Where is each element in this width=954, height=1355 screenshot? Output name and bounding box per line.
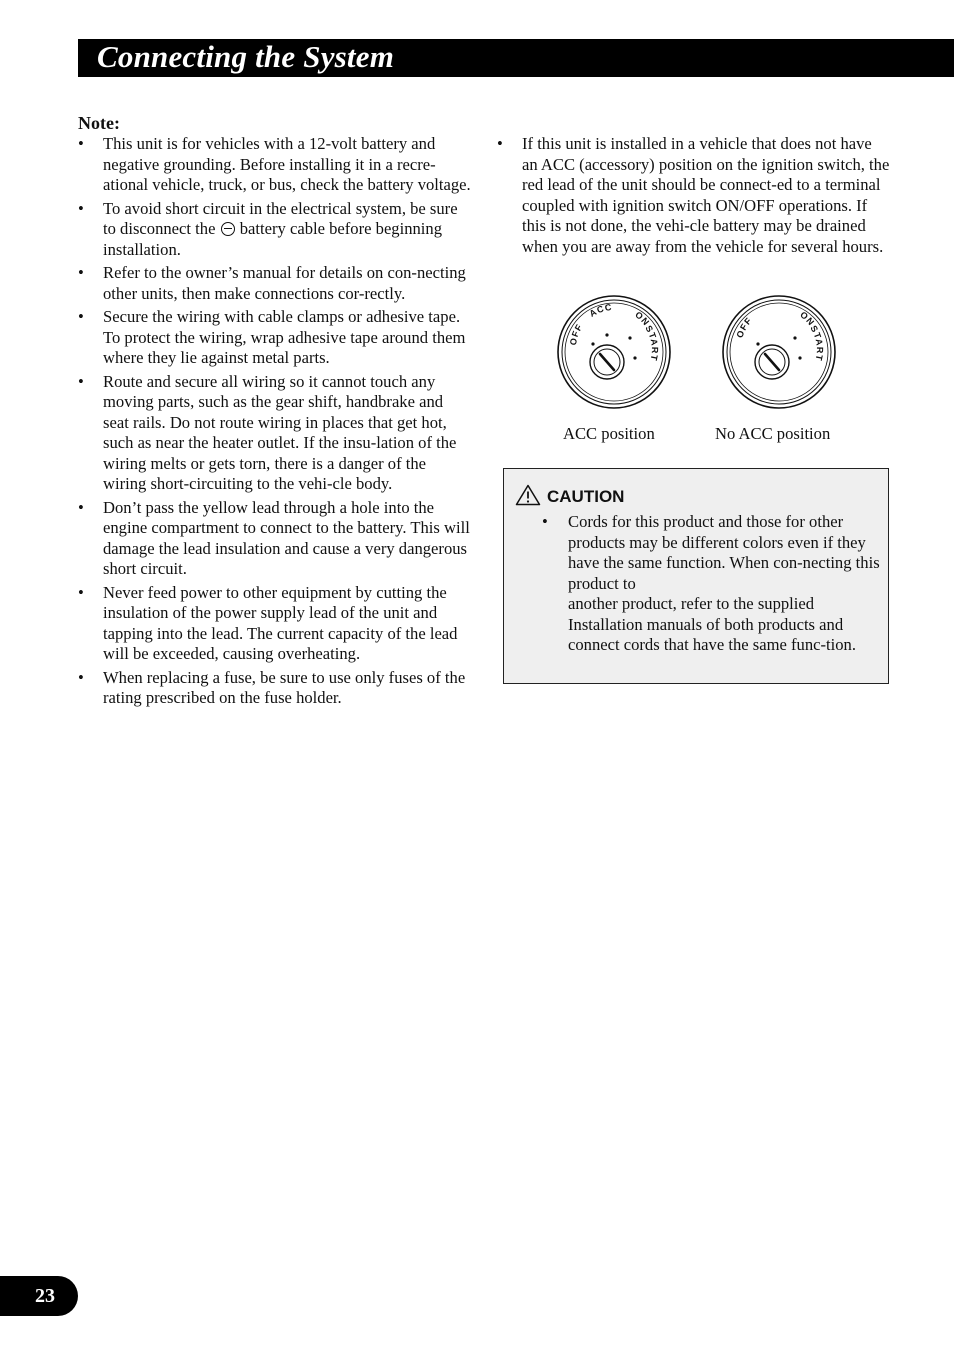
acc-label: ACC <box>587 301 613 319</box>
caution-text: • Cords for this product and those for other products may be different colors even if they have the same function. When con-necting this product to <box>568 512 880 593</box>
note-list <box>78 134 471 709</box>
acc-switch-illustration <box>555 290 673 412</box>
note-heading: Note: <box>78 113 120 133</box>
ignition-switch-figure <box>497 288 891 448</box>
off-label: OFF <box>734 315 755 340</box>
note-item: • Never feed power to other equipment by cutting the insulation of the power supply lead of the unit and tapping into the lead. The current capacity of the lead will be exceeded, causing overheating. <box>78 583 471 665</box>
caution-list <box>542 512 882 659</box>
note-item: • Secure the wiring with cable clamps or adhesive tape. To protect the wiring, wrap adhesive tape around them where they lie against metal parts. <box>78 307 471 369</box>
no-acc-caption: No ACC position <box>715 424 831 443</box>
note-item: • This unit is for vehicles with a 12-volt battery and negative grounding. Before installing it in a recre-ational vehicle, truck, or bus, check the battery voltage. <box>78 134 471 196</box>
note-item: • Refer to the owner’s manual for details on con-necting other units, then make connections cor-rectly. <box>78 263 471 304</box>
acc-caption: ACC position <box>563 424 655 443</box>
note-item: • Route and secure all wiring so it cannot touch any moving parts, such as the gear shift, handbrake and seat rails. Do not route wiring in places that get hot, such as near the heater outlet. If the insu-lation of the wiring melts or gets torn, there is a danger of the wiring short-circuiting to the vehi-cle body. <box>78 372 471 495</box>
caution-box <box>503 468 889 684</box>
note-item: • When replacing a fuse, be sure to use only fuses of the rating prescribed on the fuse holder. <box>78 668 471 709</box>
note-item <box>78 199 471 261</box>
header-bar <box>78 39 954 77</box>
acc-note-item: • If this unit is installed in a vehicle that does not have an ACC (accessory) position on the ignition switch, the red lead of the unit should be connect-ed to a terminal coupled with ignition switch ON/OFF operations. If this is not done, the vehi-cle battery may be drained when you are away from the vehicle for several hours. <box>497 134 891 257</box>
right-list <box>497 134 891 257</box>
caution-label: CAUTION <box>547 487 625 506</box>
on-label: ON <box>633 309 652 328</box>
page-title: Connecting the System <box>97 39 395 74</box>
off-label: OFF <box>567 321 585 346</box>
note-item: • Don’t pass the yellow lead through a hole into the engine compartment to connect to the battery. This will damage the lead insulation and cause a very dangerous short circuit. <box>78 498 471 580</box>
on-label: ON <box>798 309 817 328</box>
no-acc-switch-illustration <box>720 290 838 412</box>
right-column <box>497 134 891 260</box>
warning-triangle-icon <box>515 484 541 506</box>
start-label: START <box>643 323 660 363</box>
note-text: To avoid short circuit in the electrical system, be sure to disconnect the <box>103 198 458 238</box>
caution-text: another product, refer to the supplied Installation manuals of both products and connect cords that have the same func-tion. <box>568 594 856 654</box>
caution-item <box>542 512 882 656</box>
page-number: 23 <box>0 1276 78 1316</box>
note-text: battery cable before beginning installation. <box>103 219 443 259</box>
negative-terminal-icon <box>221 222 235 236</box>
notes-column <box>78 113 471 712</box>
start-label: START <box>808 323 825 363</box>
